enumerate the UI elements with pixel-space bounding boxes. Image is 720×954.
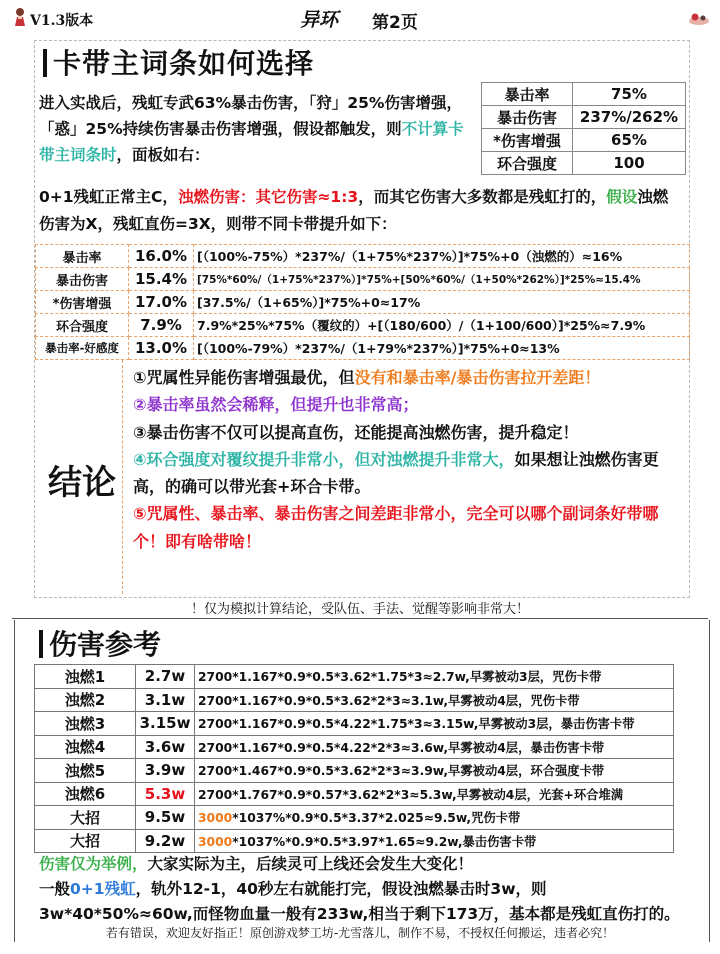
character-icon bbox=[12, 7, 28, 27]
table-cell: 7.9%*25%*75%（覆纹的）+[（180/600）/（1+100/600）]*25%≈7.9% bbox=[194, 314, 690, 337]
table-row bbox=[35, 829, 674, 853]
stat-value: 237%/262% bbox=[573, 106, 686, 129]
assumption-paragraph: 0+1残虹正常主C，浊燃伤害：其它伤害≈1:3，而其它伤害大多数都是残虹打的，假设浊燃伤害为X，残虹直伤=3X，则带不同卡带提升如下： bbox=[39, 188, 669, 233]
table-cell: 暴击伤害 bbox=[36, 268, 129, 291]
damage-table bbox=[34, 664, 674, 853]
table-row bbox=[36, 314, 690, 337]
table-cell: 浊燃3 bbox=[35, 712, 136, 736]
table-row bbox=[36, 291, 690, 314]
table-cell: 环合强度 bbox=[36, 314, 129, 337]
section-heading: 伤害参考 bbox=[39, 623, 161, 663]
conclusion-list bbox=[133, 364, 681, 555]
table-row bbox=[482, 152, 686, 175]
conclusion-label: 结论 bbox=[48, 463, 116, 503]
table-cell: 2700*1.167*0.9*0.5*4.22*2*3≈3.6w,早雾被动4层，暴击伤害卡带 bbox=[195, 735, 674, 759]
table-cell: 3.9w bbox=[136, 759, 195, 783]
table-cell: 3000*1037%*0.9*0.5*3.97*1.65≈9.2w,暴击伤害卡带 bbox=[195, 829, 674, 853]
table-cell: 2700*1.767*0.9*0.57*3.62*2*3≈5.3w,早雾被动4层，光套+环合堆满 bbox=[195, 782, 674, 806]
table-cell: 3.6w bbox=[136, 735, 195, 759]
stat-name: 环合强度 bbox=[482, 152, 573, 175]
table-row bbox=[35, 735, 674, 759]
table-row bbox=[36, 245, 690, 268]
table-cell: 暴击率-好感度 bbox=[36, 337, 129, 360]
table-row bbox=[35, 806, 674, 830]
table-cell: 7.9% bbox=[129, 314, 194, 337]
table-cell: 2700*1.167*0.9*0.5*3.62*2*3≈3.1w,早雾被动4层，咒伤卡带 bbox=[195, 688, 674, 712]
table-row bbox=[35, 665, 674, 689]
stat-name: 暴击率 bbox=[482, 83, 573, 106]
table-row bbox=[35, 712, 674, 736]
section-heading: 卡带主词条如何选择 bbox=[43, 42, 314, 82]
table-cell: 2.7w bbox=[136, 665, 195, 689]
table-cell: 2700*1.167*0.9*0.5*4.22*1.75*3≈3.15w,早雾被动3层，暴击伤害卡带 bbox=[195, 712, 674, 736]
table-cell: 17.0% bbox=[129, 291, 194, 314]
table-cell: [75%*60%/（1+75%*237%）]*75%+[50%*60%/（1+50%*262%）]*25%≈15.4% bbox=[194, 268, 690, 291]
table-cell: [（100%-79%）*237%/（1+79%*237%）]*75%+0≈13% bbox=[194, 337, 690, 360]
table-row bbox=[36, 268, 690, 291]
table-cell: [（100%-75%）*237%/（1+75%*237%）]*75%+0（浊燃的）≈16% bbox=[194, 245, 690, 268]
stat-value: 100 bbox=[573, 152, 686, 175]
table-cell: [37.5%/（1+65%）]*75%+0≈17% bbox=[194, 291, 690, 314]
table-row bbox=[35, 782, 674, 806]
stat-name: 暴击伤害 bbox=[482, 106, 573, 129]
disclaimer-note: ！仅为模拟计算结论，受队伍、手法、觉醒等影响非常大！ bbox=[190, 602, 529, 617]
table-cell: 3.1w bbox=[136, 688, 195, 712]
table-cell: *伤害增强 bbox=[36, 291, 129, 314]
intro-paragraph: 进入实战后，残虹专武63%暴击伤害，「狩」25%伤害增强，「惑」25%持续伤害暴击伤害增强，假设都触发，则不计算卡带主词条时，面板如右： bbox=[39, 94, 464, 164]
table-cell: 浊燃4 bbox=[35, 735, 136, 759]
table-cell: 浊燃6 bbox=[35, 782, 136, 806]
table-cell: 15.4% bbox=[129, 268, 194, 291]
table-cell: 3.15w bbox=[136, 712, 195, 736]
table-row bbox=[35, 688, 674, 712]
table-cell: 暴击率 bbox=[36, 245, 129, 268]
table-cell: 3000*1037%*0.9*0.5*3.37*2.025≈9.5w,咒伤卡带 bbox=[195, 806, 674, 830]
conclusion-item: ②暴击率虽然会稀释，但提升也非常高； bbox=[133, 395, 419, 415]
summary-paragraph: 伤害仅为举例，大家实际为主，后续灵可上线还会发生大变化！ 一般0+1残虹，轨外12-1，40秒左右就能打完，假设浊燃暴击时3w，则3w*40*50%≈60w,而怪物血量一般有233w,相当于剩下173万，基本都是残虹直伤打的。 bbox=[39, 855, 680, 923]
page-number: 第2页 bbox=[372, 13, 418, 33]
conclusion-item: ④环合强度对覆纹提升非常小，但对浊燃提升非常大，如果想让浊燃伤害更高，的确可以带光套+环合卡带。 bbox=[133, 449, 659, 497]
version-label: V1.3版本 bbox=[30, 13, 94, 29]
stat-value: 65% bbox=[573, 129, 686, 152]
conclusion-item: ①咒属性异能伤害增强最优，但没有和暴击率/暴击伤害拉开差距！ bbox=[133, 368, 601, 387]
table-row bbox=[482, 83, 686, 106]
page-title: 异环 bbox=[300, 9, 339, 31]
table-cell: 浊燃2 bbox=[35, 688, 136, 712]
stat-value: 75% bbox=[573, 83, 686, 106]
table-cell: 9.5w bbox=[136, 806, 195, 830]
table-cell: 9.2w bbox=[136, 829, 195, 853]
stat-panel-table bbox=[481, 82, 686, 175]
card-comparison-table bbox=[35, 244, 690, 360]
conclusion-item: ⑤咒属性、暴击率、暴击伤害之间差距非常小，完全可以哪个副词条好带哪个！即有啥带啥！ bbox=[133, 504, 659, 551]
table-cell: 大招 bbox=[35, 829, 136, 853]
footer-note: 若有错误，欢迎友好指正！原创游戏梦工坊-尤雪落儿，制作不易，不授权任何搬运，违者必究！ bbox=[105, 926, 615, 940]
table-cell: 浊燃5 bbox=[35, 759, 136, 783]
table-row bbox=[36, 337, 690, 360]
table-cell: 2700*1.167*0.9*0.5*3.62*1.75*3≈2.7w,早雾被动3层，咒伤卡带 bbox=[195, 665, 674, 689]
table-cell: 大招 bbox=[35, 806, 136, 830]
table-cell: 浊燃1 bbox=[35, 665, 136, 689]
table-cell: 16.0% bbox=[129, 245, 194, 268]
table-row bbox=[482, 106, 686, 129]
table-row bbox=[35, 759, 674, 783]
stat-name: *伤害增强 bbox=[482, 129, 573, 152]
table-cell: 13.0% bbox=[129, 337, 194, 360]
table-cell: 5.3w bbox=[136, 782, 195, 806]
character-icon bbox=[688, 12, 710, 26]
table-cell: 2700*1.467*0.9*0.5*3.62*2*3≈3.9w,早雾被动4层，环合强度卡带 bbox=[195, 759, 674, 783]
table-row bbox=[482, 129, 686, 152]
divider bbox=[12, 618, 708, 619]
conclusion-item: ③暴击伤害不仅可以提高直伤，还能提高浊燃伤害，提升稳定！ bbox=[133, 422, 579, 442]
page-header bbox=[0, 0, 720, 33]
